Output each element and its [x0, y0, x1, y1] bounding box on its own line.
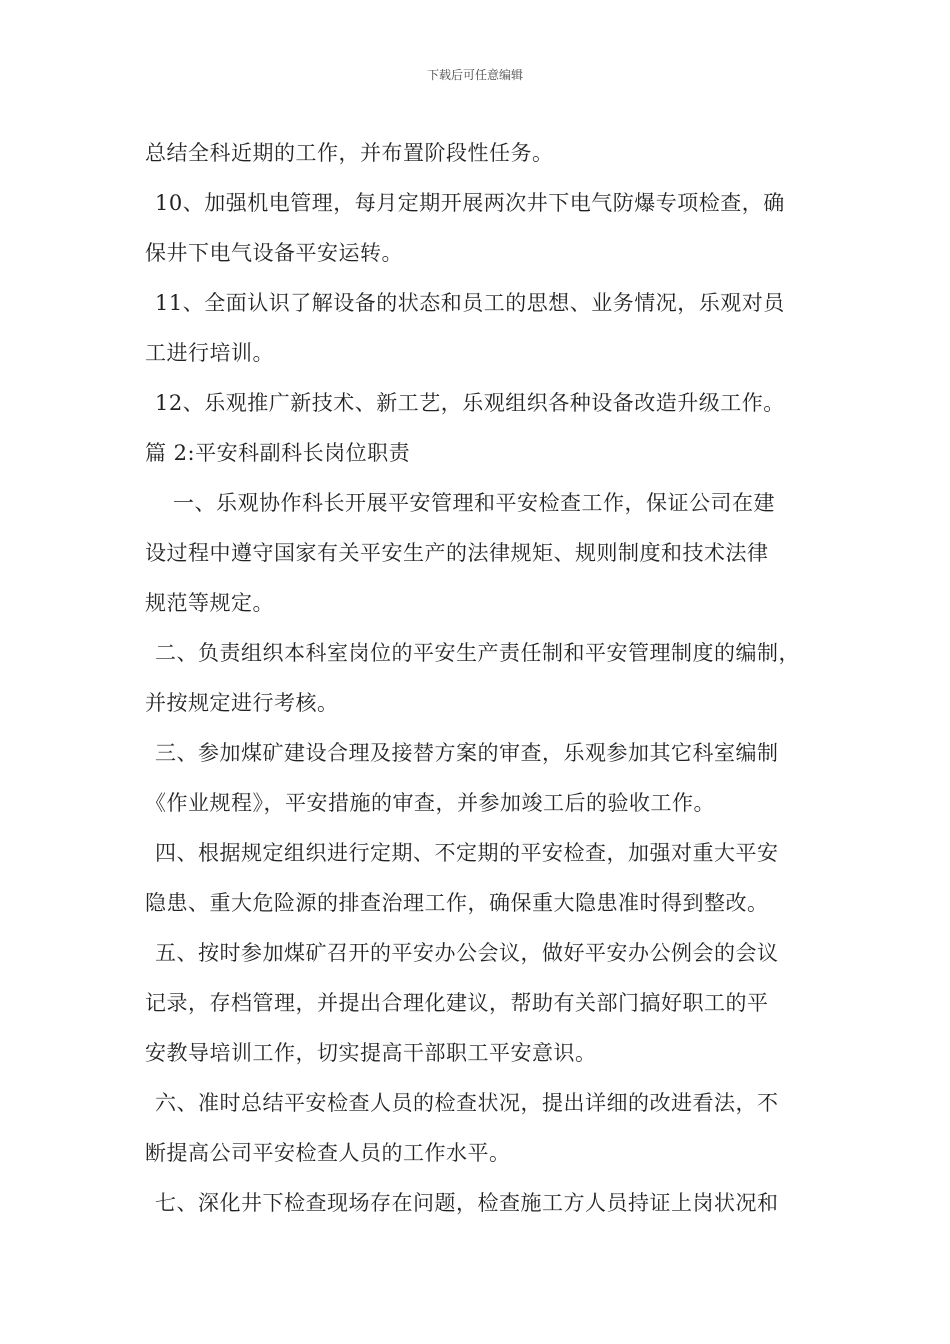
text-line: 六、准时总结平安检查人员的检查状况，提出详细的改进看法，不	[155, 1091, 779, 1115]
text-line: 《作业规程》，平安措施的审查，并参加竣工后的验收工作。	[145, 791, 715, 815]
text-line: 规范等规定。	[145, 591, 274, 615]
text-line: 安教导培训工作，切实提高干部职工平安意识。	[145, 1041, 597, 1065]
text-line: 设过程中遵守国家有关平安生产的法律规矩、规则制度和技术法律	[145, 541, 769, 565]
text-line: 并按规定进行考核。	[145, 691, 339, 715]
section-heading: 篇 2:平安科副科长岗位职责	[145, 441, 411, 465]
document-body	[145, 128, 810, 1228]
text-line: 二、负责组织本科室岗位的平安生产责任制和平安管理制度的编制，	[155, 641, 800, 665]
text-line: 三、参加煤矿建设合理及接替方案的审查，乐观参加其它科室编制	[155, 741, 779, 765]
text-line: 保井下电气设备平安运转。	[145, 241, 403, 265]
text-line: 11、全面认识了解设备的状态和员工的思想、业务情况，乐观对员	[155, 291, 785, 315]
text-line: 10、加强机电管理，每月定期开展两次井下电气防爆专项检查，确	[155, 191, 785, 215]
text-line: 记录，存档管理，并提出合理化建议，帮助有关部门搞好职工的平	[145, 991, 769, 1015]
text-line: 断提高公司平安检查人员的工作水平。	[145, 1141, 511, 1165]
text-line: 总结全科近期的工作，并布置阶段性任务。	[145, 141, 554, 165]
text-line: 四、根据规定组织进行定期、不定期的平安检查，加强对重大平安	[155, 841, 779, 865]
text-line: 12、乐观推广新技术、新工艺，乐观组织各种设备改造升级工作。	[155, 391, 785, 415]
text-line: 一、乐观协作科长开展平安管理和平安检查工作，保证公司在建	[173, 491, 775, 515]
text-line: 隐患、重大危险源的排查治理工作，确保重大隐患准时得到整改。	[145, 891, 769, 915]
text-line: 工进行培训。	[145, 341, 274, 365]
text-line: 七、深化井下检查现场存在问题，检查施工方人员持证上岗状况和	[155, 1191, 779, 1215]
page-header: 下载后可任意编辑	[426, 68, 523, 82]
text-line: 五、按时参加煤矿召开的平安办公会议，做好平安办公例会的会议	[155, 941, 779, 965]
